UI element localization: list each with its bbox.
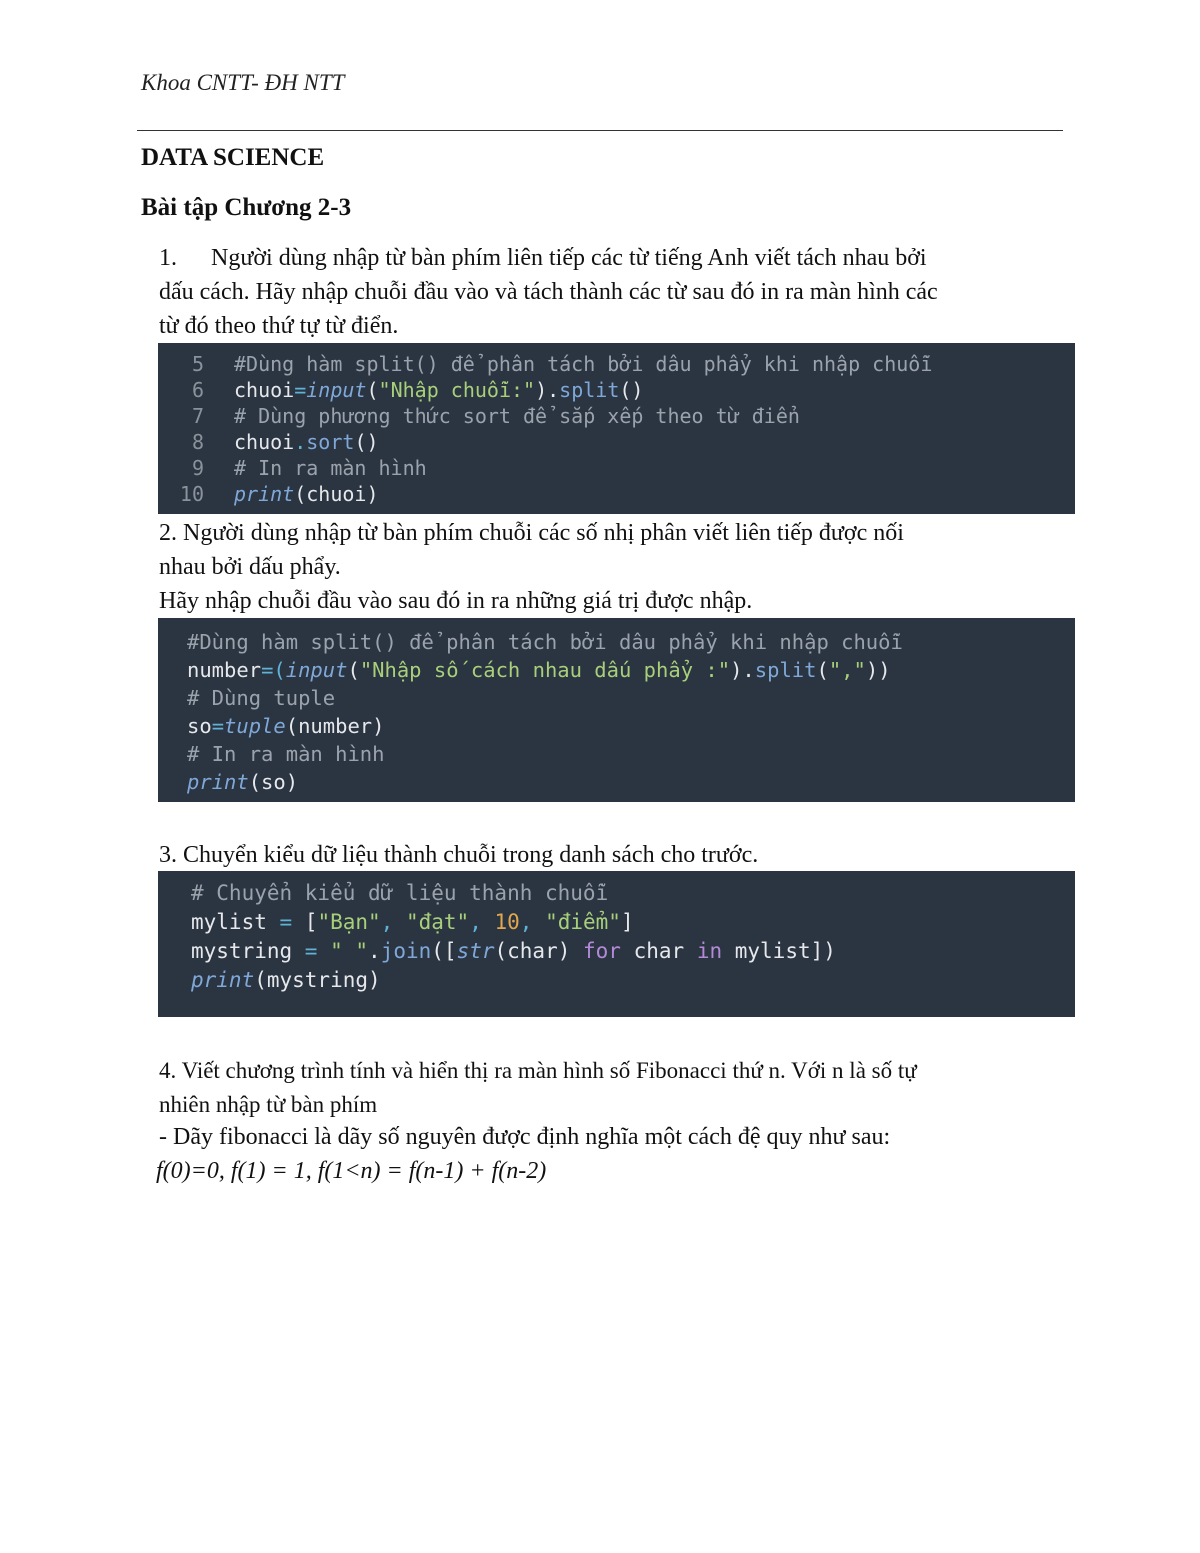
code-line [187, 684, 1075, 712]
code-line [191, 879, 1075, 908]
page-header: Khoa CNTT- ĐH NTT [141, 70, 345, 95]
code-line [158, 481, 1075, 507]
code-token: so [187, 714, 212, 738]
exercise-1-line-3: từ đó theo thứ tự từ điển. [159, 313, 399, 339]
code-line [158, 377, 1075, 403]
code-token: for [583, 939, 621, 963]
exercise-3-line-1: 3. Chuyển kiểu dữ liệu thành chuỗi trong danh sách cho trước. [159, 842, 759, 868]
code-token: chuoi [234, 430, 295, 454]
exercise-1-code-block [158, 343, 1075, 514]
code-token: (char) [494, 939, 584, 963]
code-comment: # Dùng phương thức sort để sắp xếp theo từ điển [234, 404, 800, 428]
code-token: (chuoi) [294, 482, 379, 506]
exercise-3-text [159, 838, 1059, 872]
exercise-3-code-block [158, 871, 1075, 1017]
code-token: , [519, 910, 546, 934]
code-token: input [306, 378, 367, 402]
exercise-4-line-1: 4. Viết chương trình tính và hiển thị ra màn hình số Fibonacci thứ n. Với n là số tự [159, 1058, 917, 1083]
code-token: split [754, 658, 817, 682]
exercise-1-text [159, 241, 1059, 343]
fibonacci-formula: f(0)=0, f(1) = 1, f(1<n) = f(n-1) + f(n-2) [156, 1158, 547, 1184]
line-number: 9 [191, 456, 204, 480]
code-comment: # In ra màn hình [187, 742, 385, 766]
code-comment: #Dùng hàm split() để phân tách bởi dâu phẩy khi nhập chuỗi [187, 630, 903, 654]
code-token: ( [347, 658, 360, 682]
code-token: split [559, 378, 620, 402]
code-token: (mystring) [254, 968, 381, 992]
code-token: (number) [285, 714, 385, 738]
code-token: = [294, 378, 307, 402]
code-token: str [456, 939, 495, 963]
code-comment: #Dùng hàm split() để phân tách bởi dâu phẩy khi nhập chuỗi [234, 352, 933, 376]
line-number: 5 [191, 352, 204, 376]
exercise-2-text [159, 516, 1059, 618]
exercise-4-line-3: - Dãy fibonacci là dãy số nguyên được định nghĩa một cách đệ quy như sau: [159, 1124, 891, 1150]
code-line [187, 628, 1075, 656]
code-token: (so) [248, 770, 299, 794]
code-comment: # In ra màn hình [234, 456, 427, 480]
code-line [191, 908, 1075, 937]
exercise-2-line-3: Hãy nhập chuỗi đầu vào sau đó in ra những giá trị được nhập. [159, 588, 753, 614]
code-token: sort [306, 430, 355, 454]
code-token: tuple [224, 714, 286, 738]
line-number: 6 [191, 378, 204, 402]
code-token: [ [304, 910, 318, 934]
code-token: =( [261, 658, 286, 682]
exercise-1-number: 1. [159, 245, 177, 271]
line-number: 10 [179, 482, 204, 506]
exercise-4-definition [156, 1120, 1059, 1188]
code-token: in [696, 939, 723, 963]
code-line [191, 966, 1075, 995]
code-token: = [266, 910, 305, 934]
code-token: )) [865, 658, 891, 682]
code-token: "đạt" [405, 910, 470, 934]
code-token: "điểm" [545, 910, 621, 934]
code-token: mystring [191, 939, 293, 963]
code-token: . [294, 430, 307, 454]
exercise-1-line-2: dấu cách. Hãy nhập chuỗi đầu vào và tách thành các từ sau đó in ra màn hình các [159, 279, 938, 305]
code-token: char [620, 939, 697, 963]
code-token: , [380, 910, 406, 934]
code-line [158, 455, 1075, 481]
code-token: mylist [191, 910, 267, 934]
code-token: "Bạn" [317, 910, 381, 934]
code-comment: # Chuyển kiểu dữ liệu thành chuỗi [191, 881, 609, 905]
code-token: mylist]) [722, 939, 836, 963]
code-line [158, 351, 1075, 377]
chapter-subtitle: Bài tập Chương 2-3 [141, 194, 352, 221]
line-number: 7 [191, 404, 204, 428]
code-token: print [191, 968, 255, 992]
code-line [191, 937, 1075, 966]
code-line [158, 403, 1075, 429]
exercise-1-line-1: Người dùng nhập từ bàn phím liên tiếp các từ tiếng Anh viết tách nhau bởi [211, 245, 927, 271]
code-token: number [187, 658, 262, 682]
header-divider [137, 130, 1063, 131]
exercise-4-line-2: nhiên nhập từ bàn phím [159, 1092, 378, 1117]
document-title: DATA SCIENCE [141, 144, 325, 171]
exercise-2-line-2: nhau bởi dấu phẩy. [159, 554, 341, 580]
code-token: chuoi [234, 378, 295, 402]
exercise-4-text [159, 1054, 1059, 1122]
exercise-2-line-1: 2. Người dùng nhập từ bàn phím chuỗi các số nhị phân viết liên tiếp được nối [159, 520, 904, 546]
code-comment: # Dùng tuple [187, 686, 336, 710]
code-token: print [234, 482, 295, 506]
code-token: "," [828, 658, 866, 682]
code-token: ( [366, 378, 379, 402]
code-token: ( [816, 658, 829, 682]
code-token: " " [330, 939, 369, 963]
code-token: 10 [494, 910, 520, 934]
code-token: "Nhập số cách nhau dấu phẩy :" [359, 658, 731, 682]
code-token: = [211, 714, 225, 738]
code-token: . [368, 939, 381, 963]
code-line [158, 429, 1075, 455]
line-number: 8 [191, 430, 204, 454]
code-token: print [187, 770, 249, 794]
code-token: ([ [431, 939, 457, 963]
code-line [187, 712, 1075, 740]
code-token: = [292, 939, 331, 963]
code-line [187, 656, 1075, 684]
code-token: join [380, 939, 432, 963]
code-token: ] [620, 910, 634, 934]
code-token: , [469, 910, 495, 934]
code-token: () [354, 430, 379, 454]
exercise-2-code-block [158, 618, 1075, 802]
code-token: () [619, 378, 644, 402]
code-line [187, 768, 1075, 796]
code-token: ). [730, 658, 755, 682]
code-token: "Nhập chuỗi:" [378, 378, 536, 402]
code-line [187, 740, 1075, 768]
code-token: input [285, 658, 348, 682]
code-token: ). [535, 378, 560, 402]
